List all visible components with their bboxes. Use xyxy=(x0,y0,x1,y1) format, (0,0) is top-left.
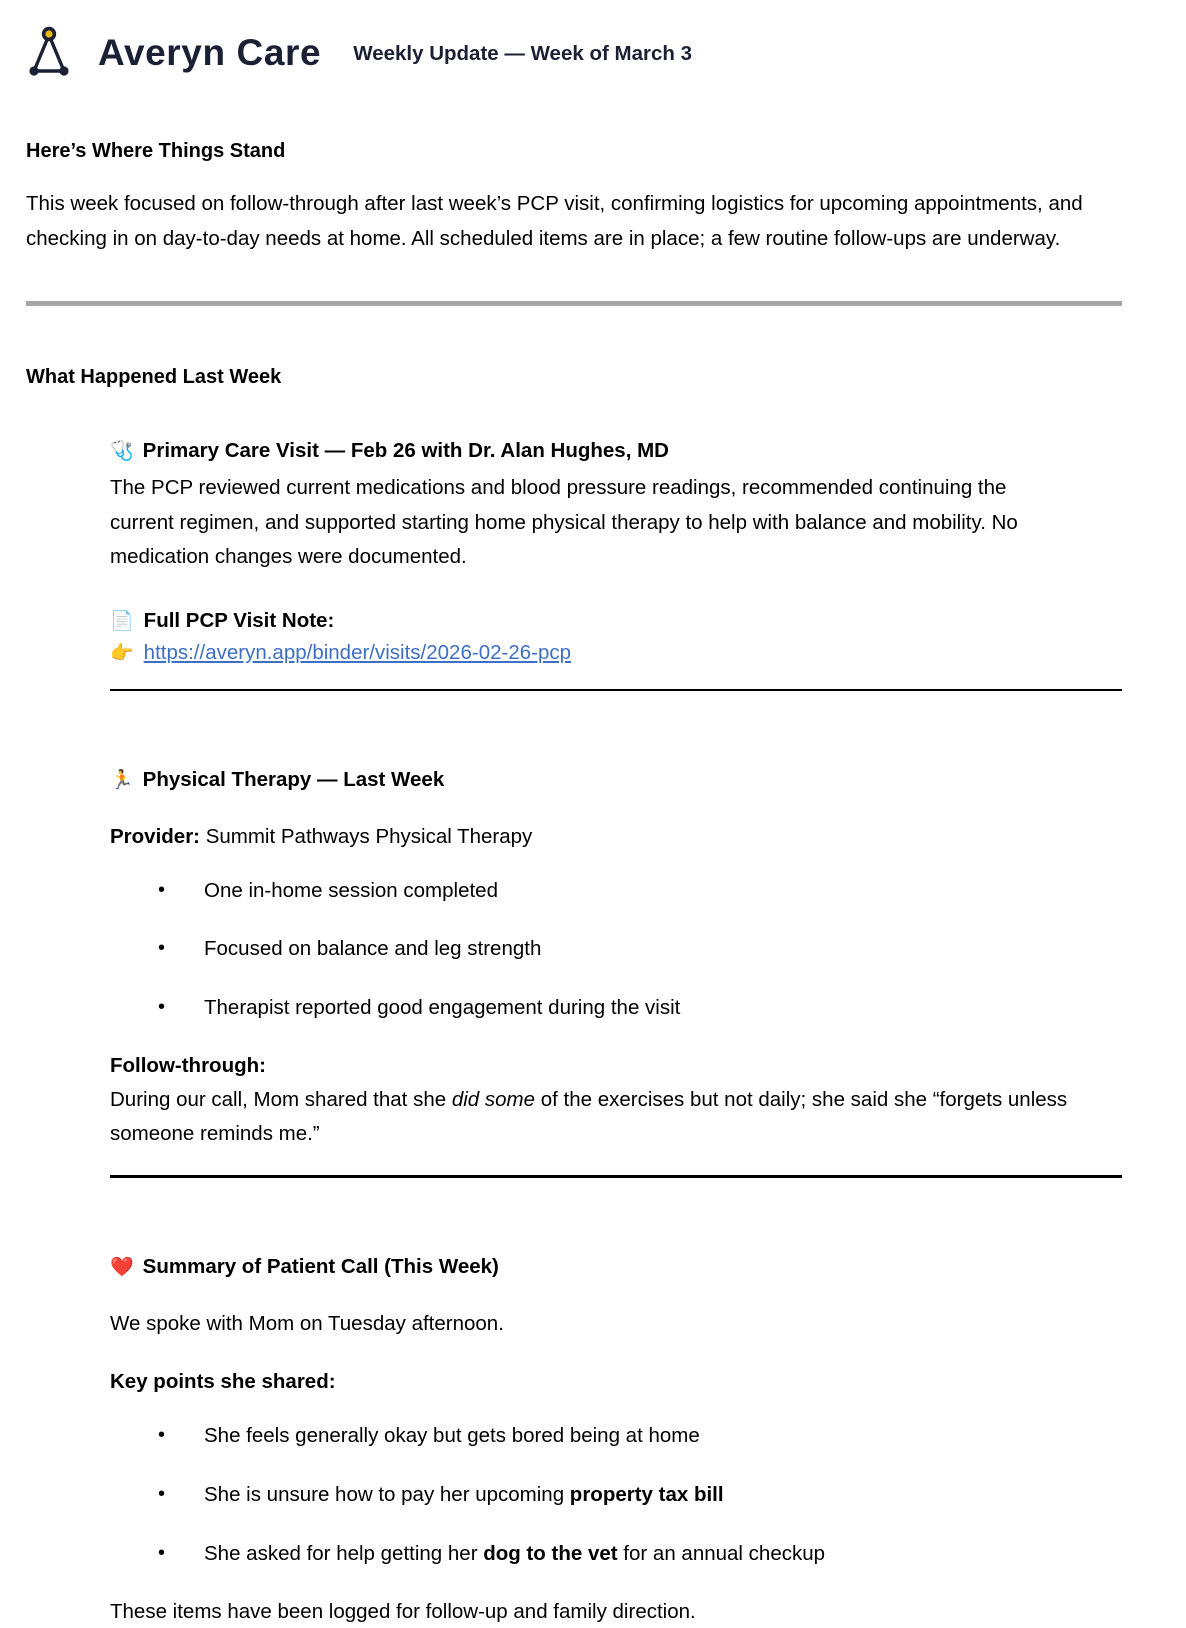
full-pcp-visit-note-label: Full PCP Visit Note: xyxy=(143,608,335,632)
patient-call-closing: These items have been logged for follow-up and family direction. xyxy=(110,1599,696,1623)
patient-call-heading xyxy=(110,1252,1074,1282)
list-item: • One in-home session completed xyxy=(158,876,1074,907)
primary-care-visit-body: The PCP reviewed current medications and blood pressure readings, recommended continuing the current regimen, and supported starting home physical therapy to help with balance and mobility. No medication changes were documented. xyxy=(110,476,1018,569)
section-heading-where-things-stand: Here’s Where Things Stand xyxy=(26,140,286,162)
patient-call-summary-block xyxy=(26,1252,1126,1628)
follow-through-label xyxy=(110,1050,1074,1083)
follow-through-emphasis: did some xyxy=(451,1087,536,1111)
pointing-finger-icon: 👉 xyxy=(110,641,134,664)
brand-name: Averyn Care xyxy=(98,31,322,73)
document-subtitle: Weekly Update — Week of March 3 xyxy=(353,41,692,65)
primary-care-visit-heading xyxy=(110,436,1074,466)
section-heading-what-happened-last-week: What Happened Last Week xyxy=(26,365,282,388)
follow-through-post: of the exercises but not daily; she said she “forgets unless someone reminds me.” xyxy=(110,1087,1068,1146)
pcp-visit-note-link[interactable]: https://averyn.app/binder/visits/2026-02-26-pcp xyxy=(143,640,571,664)
follow-through-label-text: Follow-through: xyxy=(110,1053,266,1077)
bullet-text: She feels generally okay but gets bored being at home xyxy=(204,1424,700,1448)
follow-through-pre: During our call, Mom shared that she xyxy=(110,1087,452,1111)
bullet-emphasis: dog to the vet xyxy=(483,1541,618,1565)
intro-paragraph: This week focused on follow-through after last week’s PCP visit, confirming logistics for upcoming appointments, and checking in on day-to-day needs at home. All scheduled items are in place; a few routine follow-ups are underway. xyxy=(26,192,1083,251)
primary-care-visit-title: Primary Care Visit — Feb 26 with Dr. Alan Hughes, MD xyxy=(142,438,669,462)
list-item xyxy=(158,1480,1074,1511)
follow-through-paragraph xyxy=(110,1083,1074,1152)
physical-therapy-heading xyxy=(110,765,1074,795)
list-item xyxy=(158,1539,1074,1570)
bullet-text: She is unsure how to pay her upcoming xyxy=(204,1483,570,1507)
patient-call-title: Summary of Patient Call (This Week) xyxy=(142,1254,499,1278)
key-points-label-row xyxy=(110,1366,1074,1399)
section-divider-grey xyxy=(26,301,1122,306)
list-item xyxy=(158,1421,1074,1452)
physical-therapy-bullet-list xyxy=(110,876,1074,1024)
key-points-label: Key points she shared: xyxy=(110,1370,336,1394)
running-person-icon: 🏃 xyxy=(110,769,134,792)
physical-therapy-block xyxy=(26,765,1126,1151)
physical-therapy-title: Physical Therapy — Last Week xyxy=(142,768,445,792)
bullet-text-tail: for an annual checkup xyxy=(617,1541,826,1565)
physical-therapy-provider-row xyxy=(110,821,1074,854)
pcp-visit-note-link-row[interactable] xyxy=(110,641,1074,665)
full-pcp-visit-note-label-row xyxy=(110,609,1074,633)
bullet-text: She asked for help getting her xyxy=(204,1541,484,1565)
triangle-network-logo-icon xyxy=(26,24,72,80)
bullet-emphasis: property tax bill xyxy=(569,1483,724,1507)
provider-value: Summit Pathways Physical Therapy xyxy=(205,824,533,848)
provider-label: Provider: xyxy=(110,824,200,848)
document-icon: 📄 xyxy=(110,609,134,632)
primary-care-visit-block xyxy=(26,436,1126,665)
list-item: • Therapist reported good engagement during the visit xyxy=(158,993,1074,1024)
stethoscope-icon: 🩺 xyxy=(110,439,134,462)
list-item: • Focused on balance and leg strength xyxy=(158,934,1074,965)
patient-call-bullet-list xyxy=(110,1421,1074,1569)
heart-icon: ❤️ xyxy=(110,1255,134,1278)
patient-call-intro: We spoke with Mom on Tuesday afternoon. xyxy=(110,1311,504,1335)
document-header xyxy=(0,0,1186,80)
